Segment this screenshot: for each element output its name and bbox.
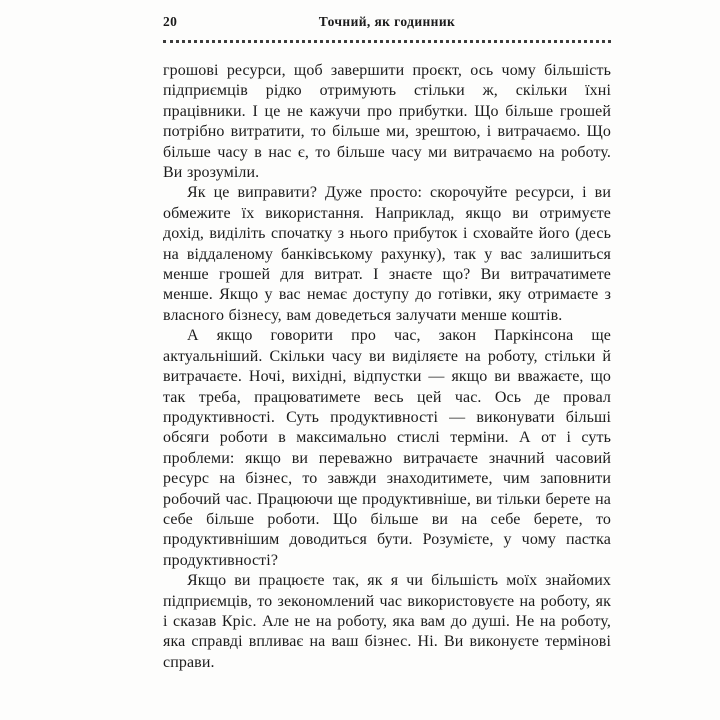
paragraph: Якщо ви працюєте так, як я чи більшість моїх знайомих підприємців, то зекономлений час використовуєте на роботу, як і сказав Кріс. Але не на роботу, яка вам до душі. Не на роботу, яка справді впливає на ваш бізнес. Ні. Ви виконуєте термінові справи. [163, 572, 611, 671]
running-head [163, 12, 611, 34]
body-text [163, 61, 611, 673]
text-block [163, 12, 611, 673]
paragraph: Як це виправити? Дуже просто: скорочуйте ресурси, і ви обмежите їх використання. Наприклад, якщо ви отримуєте дохід, виділіть спочатку з нього прибуток і сховайте його (десь на віддаленому банківському рахунку), так у вас залишиться менше грошей для витрат. І знаєте що? Ви витрачатимете менше. Якщо у вас немає доступу до готівки, яку отримаєте з власного бізнесу, вам доведеться залучати менше коштів. [163, 184, 611, 324]
dotted-separator [163, 40, 611, 43]
paragraph: А якщо говорити про час, закон Паркінсона ще актуальніший. Скільки часу ви виділяєте на роботу, стільки й витрачаєте. Ночі, вихідні, відпустки — якщо ви вважаєте, що так треба, працюватимете весь цей час. Ось де провал продуктивності. Суть продуктивності — виконувати більші обсяги роботи в максимально стислі терміни. А от і суть проблеми: якщо ви переважно витрачаєте значний часовий ресурс на бізнес, то завжди знаходитимете, чим заповнити робочий час. Працюючи ще продуктивніше, ви тільки берете на себе більше роботи. Що більше ви на себе берете, то продуктивнішим доводиться бути. Розумієте, у чому пастка продуктивності? [163, 327, 611, 569]
page-number: 20 [163, 14, 178, 29]
chapter-title: Точний, як годинник [318, 14, 456, 29]
paragraph: грошові ресурси, щоб завершити проєкт, ось чому більшість підприємців рідко отримують стільки ж, скільки їхні працівники. І це не кажучи про прибутки. Що більше грошей потрібно витратити, то більше ми, зрештою, і витрачаємо. Що більше часу в нас є, то більше часу ми витрачаємо на роботу. Ви зрозуміли. [163, 62, 611, 182]
